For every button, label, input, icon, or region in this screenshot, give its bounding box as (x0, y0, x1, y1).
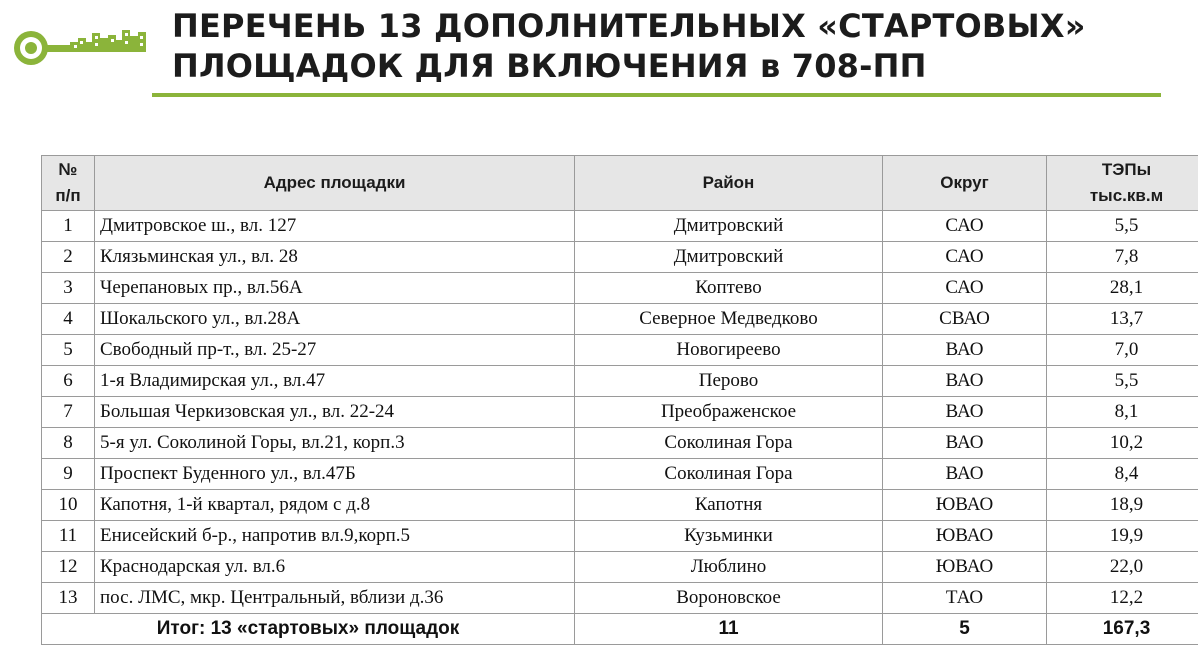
cell-address: Свободный пр-т., вл. 25-27 (95, 335, 575, 366)
cell-address: Проспект Буденного ул., вл.47Б (95, 459, 575, 490)
table-row (42, 397, 1198, 428)
cell-address: Енисейский б-р., напротив вл.9,корп.5 (95, 521, 575, 552)
table-row (42, 304, 1198, 335)
cell-number: 2 (42, 242, 95, 273)
header-tep-line-1: ТЭПы (1101, 160, 1152, 179)
cell-tep: 18,9 (1047, 490, 1198, 521)
table-row (42, 552, 1198, 583)
cell-address: Дмитровское ш., вл. 127 (95, 211, 575, 242)
cell-okrug: ВАО (883, 397, 1047, 428)
cell-tep: 7,0 (1047, 335, 1198, 366)
cell-number: 3 (42, 273, 95, 304)
cell-tep: 13,7 (1047, 304, 1198, 335)
cell-okrug: ЮВАО (883, 490, 1047, 521)
cell-number: 4 (42, 304, 95, 335)
table-row (42, 490, 1198, 521)
cell-district: Люблино (575, 552, 883, 583)
cell-address: Капотня, 1-й квартал, рядом с д.8 (95, 490, 575, 521)
cell-okrug: САО (883, 242, 1047, 273)
cell-okrug: ЮВАО (883, 552, 1047, 583)
cell-okrug: САО (883, 211, 1047, 242)
cell-tep: 12,2 (1047, 583, 1198, 614)
cell-district: Кузьминки (575, 521, 883, 552)
total-okrug: 5 (883, 614, 1047, 645)
header-number-line-2: п/п (55, 186, 81, 205)
header-district: Район (575, 156, 883, 211)
cell-tep: 10,2 (1047, 428, 1198, 459)
table-row (42, 273, 1198, 304)
header-address: Адрес площадки (95, 156, 575, 211)
table-header-row (42, 156, 1198, 211)
cell-number: 8 (42, 428, 95, 459)
cell-district: Перово (575, 366, 883, 397)
cell-address: Черепановых пр., вл.56А (95, 273, 575, 304)
cell-tep: 22,0 (1047, 552, 1198, 583)
cell-tep: 8,4 (1047, 459, 1198, 490)
table-row (42, 428, 1198, 459)
cell-number: 12 (42, 552, 95, 583)
key-with-city-skyline-icon (12, 22, 150, 74)
cell-address: Шокальского ул., вл.28А (95, 304, 575, 335)
table-row (42, 459, 1198, 490)
cell-district: Преображенское (575, 397, 883, 428)
cell-district: Капотня (575, 490, 883, 521)
cell-okrug: ВАО (883, 459, 1047, 490)
cell-district: Соколиная Гора (575, 459, 883, 490)
cell-tep: 8,1 (1047, 397, 1198, 428)
cell-address: 1-я Владимирская ул., вл.47 (95, 366, 575, 397)
table-row (42, 242, 1198, 273)
cell-address: Клязьминская ул., вл. 28 (95, 242, 575, 273)
cell-number: 10 (42, 490, 95, 521)
header-number (42, 156, 95, 211)
cell-tep: 5,5 (1047, 366, 1198, 397)
cell-district: Дмитровский (575, 242, 883, 273)
table-row (42, 335, 1198, 366)
table-row (42, 211, 1198, 242)
cell-district: Новогиреево (575, 335, 883, 366)
cell-district: Северное Медведково (575, 304, 883, 335)
page-title (172, 6, 1172, 86)
title-underline (152, 93, 1161, 97)
total-district: 11 (575, 614, 883, 645)
cell-okrug: СВАО (883, 304, 1047, 335)
cell-address: пос. ЛМС, мкр. Центральный, вблизи д.36 (95, 583, 575, 614)
cell-okrug: ТАО (883, 583, 1047, 614)
cell-district: Вороновское (575, 583, 883, 614)
cell-tep: 28,1 (1047, 273, 1198, 304)
cell-number: 9 (42, 459, 95, 490)
header-okrug: Округ (883, 156, 1047, 211)
cell-okrug: ЮВАО (883, 521, 1047, 552)
cell-okrug: САО (883, 273, 1047, 304)
cell-tep: 5,5 (1047, 211, 1198, 242)
table-row (42, 583, 1198, 614)
page-title-line-1: ПЕРЕЧЕНЬ 13 ДОПОЛНИТЕЛЬНЫХ «СТАРТОВЫХ» (172, 7, 1086, 45)
total-label: Итог: 13 «стартовых» площадок (42, 614, 575, 645)
cell-tep: 7,8 (1047, 242, 1198, 273)
cell-district: Дмитровский (575, 211, 883, 242)
cell-address: 5-я ул. Соколиной Горы, вл.21, корп.3 (95, 428, 575, 459)
cell-number: 11 (42, 521, 95, 552)
total-row (42, 614, 1198, 645)
cell-okrug: ВАО (883, 366, 1047, 397)
cell-address: Краснодарская ул. вл.6 (95, 552, 575, 583)
table-row (42, 521, 1198, 552)
cell-number: 5 (42, 335, 95, 366)
total-tep: 167,3 (1047, 614, 1198, 645)
sites-table (41, 155, 1198, 645)
cell-tep: 19,9 (1047, 521, 1198, 552)
cell-district: Соколиная Гора (575, 428, 883, 459)
header-number-line-1: № (58, 160, 78, 179)
cell-number: 1 (42, 211, 95, 242)
cell-number: 6 (42, 366, 95, 397)
header-tep (1047, 156, 1198, 211)
cell-okrug: ВАО (883, 428, 1047, 459)
cell-district: Коптево (575, 273, 883, 304)
cell-number: 7 (42, 397, 95, 428)
cell-number: 13 (42, 583, 95, 614)
table-row (42, 366, 1198, 397)
header-tep-line-2: тыс.кв.м (1089, 186, 1164, 205)
page-title-line-2: ПЛОЩАДОК ДЛЯ ВКЛЮЧЕНИЯ в 708-ПП (172, 47, 927, 85)
cell-okrug: ВАО (883, 335, 1047, 366)
cell-address: Большая Черкизовская ул., вл. 22-24 (95, 397, 575, 428)
